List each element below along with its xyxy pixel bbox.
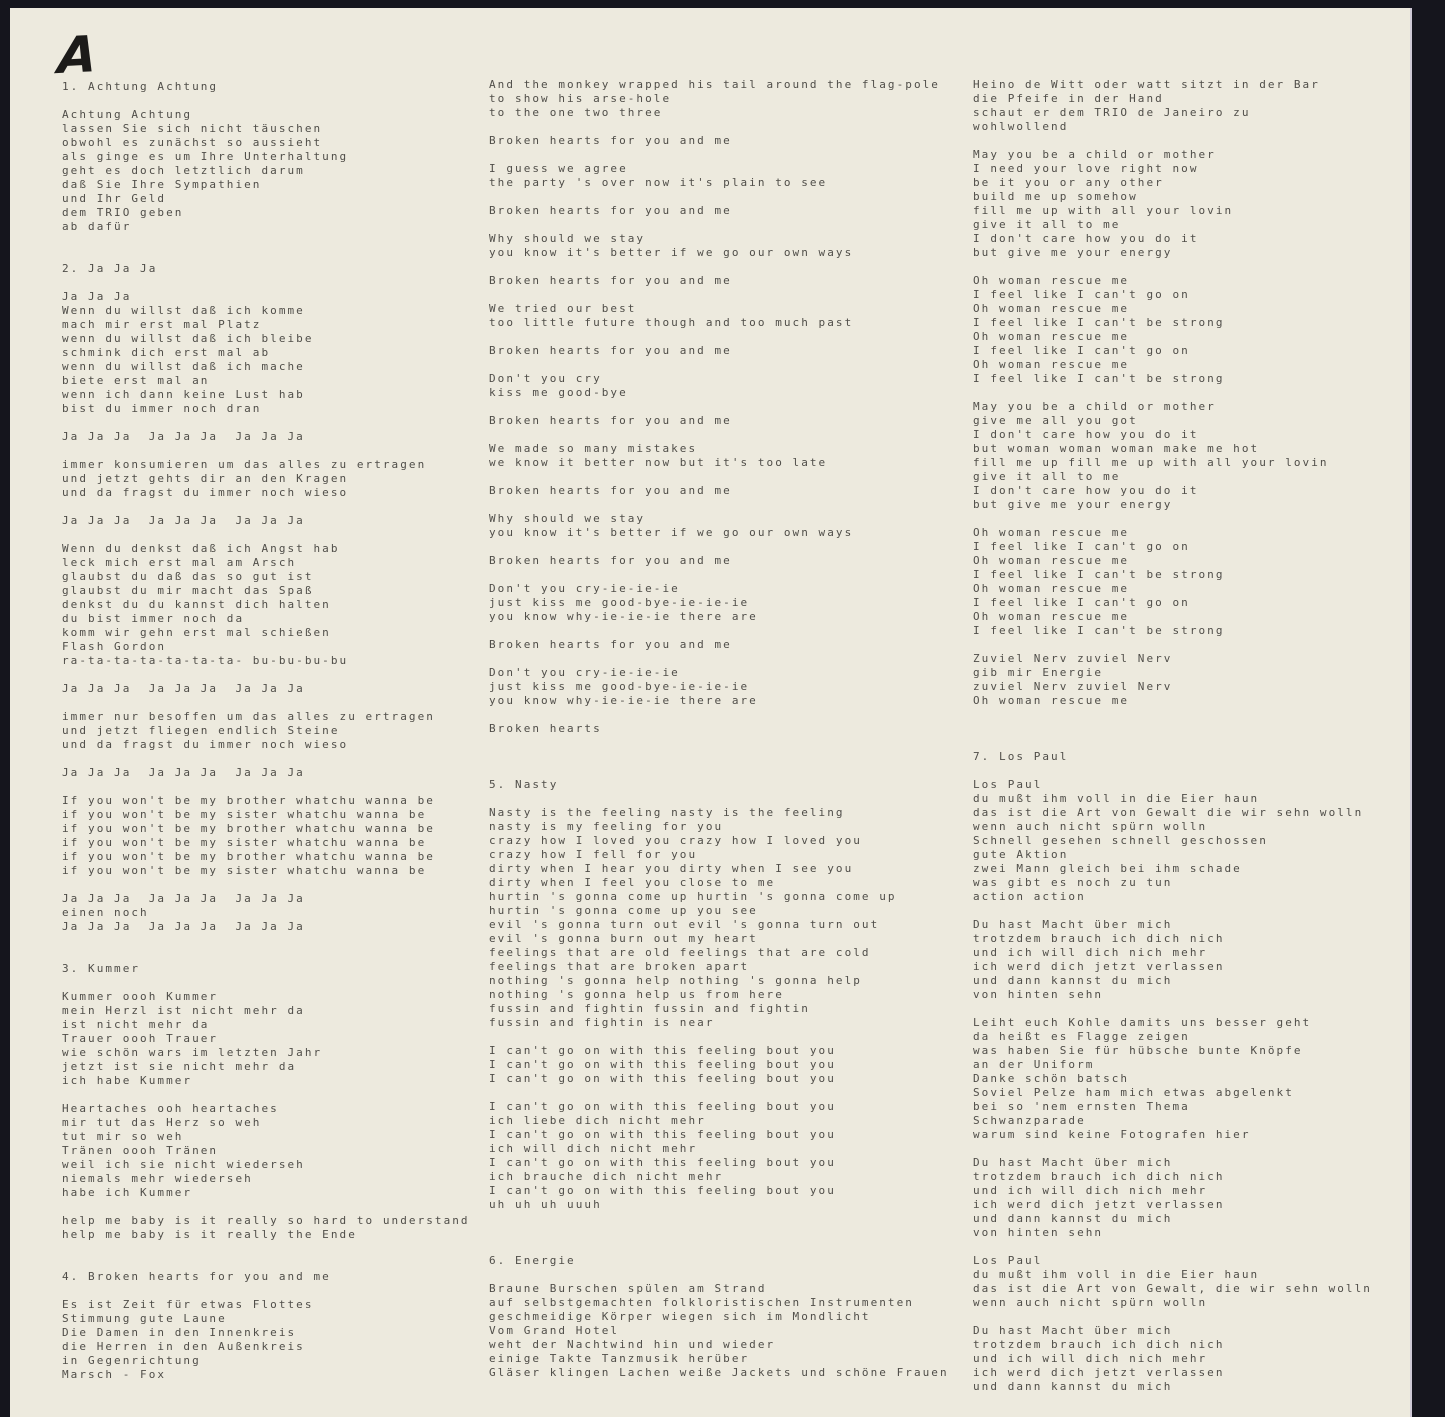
blank-line (489, 1240, 949, 1254)
lyric-line: als ginge es um Ihre Unterhaltung (62, 150, 349, 163)
lyric-line: und ich will dich nich mehr (973, 1184, 1208, 1197)
lyric-line: I feel like I can't go on (973, 344, 1190, 357)
lyric-line: zwei Mann gleich bei ihm schade (973, 862, 1242, 875)
lyric-line: mein Herzl ist nicht mehr da (62, 1004, 305, 1017)
lyric-line: habe ich Kummer (62, 1186, 193, 1199)
lyric-line: Los Paul (973, 778, 1043, 791)
lyric-line: trotzdem brauch ich dich nich (973, 1338, 1225, 1351)
lyric-line: die Herren in den Außenkreis (62, 1340, 305, 1353)
lyric-line: Zuviel Nerv zuviel Nerv (973, 652, 1173, 665)
blank-line (489, 1086, 949, 1100)
blank-line (489, 568, 949, 582)
lyric-line: Oh woman rescue me (973, 554, 1130, 567)
lyric-line: ich habe Kummer (62, 1074, 193, 1087)
lyric-line: Oh woman rescue me (973, 302, 1130, 315)
lyric-line: ich werd dich jetzt verlassen (973, 1366, 1225, 1379)
blank-line (489, 1226, 949, 1240)
lyric-line: I feel like I can't go on (973, 596, 1190, 609)
lyric-line: nothing 's gonna help us from here (489, 988, 784, 1001)
blank-line (62, 934, 470, 948)
lyric-line: Oh woman rescue me (973, 358, 1130, 371)
lyric-line: Broken hearts for you and me (489, 134, 732, 147)
lyric-line: Ja Ja Ja Ja Ja Ja Ja Ja Ja (62, 430, 305, 443)
blank-line (973, 1142, 1372, 1156)
lyric-line: Oh woman rescue me (973, 610, 1130, 623)
lyric-line: geschmeidige Körper wiegen sich im Mondlicht (489, 1310, 871, 1323)
lyric-line: von hinten sehn (973, 1226, 1104, 1239)
lyric-line: an der Uniform (973, 1058, 1095, 1071)
lyric-line: too little future though and too much past (489, 316, 854, 329)
blank-line (973, 764, 1372, 778)
lyric-line: help me baby is it really so hard to understand (62, 1214, 470, 1227)
lyric-line: gute Aktion (973, 848, 1069, 861)
blank-line (973, 134, 1372, 148)
lyrics-column-1 (62, 80, 470, 1382)
lyric-line: und ich will dich nich mehr (973, 1352, 1208, 1365)
lyric-line: auf selbstgemachten folkloristischen Instrumenten (489, 1296, 914, 1309)
lyric-line: in Gegenrichtung (62, 1354, 201, 1367)
lyric-line: Tränen oooh Tränen (62, 1144, 219, 1157)
lyric-line: dirty when I hear you dirty when I see you (489, 862, 854, 875)
blank-line (62, 976, 470, 990)
lyric-line: if you won't be my sister whatchu wanna be (62, 864, 427, 877)
lyric-line: glaubst du mir macht das Spaß (62, 584, 314, 597)
lyric-line: just kiss me good-bye-ie-ie-ie (489, 596, 750, 609)
lyric-line: glaubst du daß das so gut ist (62, 570, 314, 583)
lyric-line: Du hast Macht über mich (973, 1324, 1173, 1337)
blank-line (62, 528, 470, 542)
lyric-line: I don't care how you do it (973, 232, 1199, 245)
lyric-line: just kiss me good-bye-ie-ie-ie (489, 680, 750, 693)
blank-line (62, 668, 470, 682)
lyric-line: crazy how I loved you crazy how I loved you (489, 834, 862, 847)
lyric-line: If you won't be my brother whatchu wanna be (62, 794, 435, 807)
blank-line (489, 330, 949, 344)
lyric-line: but woman woman woman make me hot (973, 442, 1260, 455)
lyric-line: I feel like I can't go on (973, 288, 1190, 301)
lyric-line: I guess we agree (489, 162, 628, 175)
lyric-line: I can't go on with this feeling bout you (489, 1156, 836, 1169)
lyric-line: action action (973, 890, 1086, 903)
lyric-line: Braune Burschen spülen am Strand (489, 1282, 767, 1295)
lyric-line: fill me up with all your lovin (973, 204, 1234, 217)
lyric-line: warum sind keine Fotografen hier (973, 1128, 1251, 1141)
lyric-line: 1. Achtung Achtung (62, 80, 219, 93)
lyric-line: und dann kannst du mich (973, 974, 1173, 987)
lyric-line: Broken hearts for you and me (489, 344, 732, 357)
lyric-line: Ja Ja Ja Ja Ja Ja Ja Ja Ja (62, 920, 305, 933)
lyric-line: if you won't be my sister whatchu wanna be (62, 836, 427, 849)
blank-line (489, 498, 949, 512)
blank-line (489, 218, 949, 232)
lyric-line: I feel like I can't be strong (973, 316, 1225, 329)
lyric-line: Soviel Pelze ham mich etwas abgelenkt (973, 1086, 1294, 1099)
blank-line (62, 1284, 470, 1298)
lyric-line: wenn du willst daß ich bleibe (62, 332, 314, 345)
lyric-line: und da fragst du immer noch wieso (62, 738, 349, 751)
blank-line (489, 652, 949, 666)
lyric-line: Broken hearts for you and me (489, 274, 732, 287)
lyric-line: Achtung Achtung (62, 108, 193, 121)
lyric-line: lassen Sie sich nicht täuschen (62, 122, 323, 135)
lyric-line: if you won't be my brother whatchu wanna be (62, 822, 435, 835)
lyric-line: du mußt ihm voll in die Eier haun (973, 792, 1260, 805)
blank-line (489, 148, 949, 162)
blank-line (973, 1240, 1372, 1254)
lyric-line: but give me your energy (973, 246, 1173, 259)
lyric-line: von hinten sehn (973, 988, 1104, 1001)
blank-line (62, 948, 470, 962)
lyric-line: fussin and fightin is near (489, 1016, 715, 1029)
lyric-line: give it all to me (973, 218, 1121, 231)
lyric-line: und dann kannst du mich (973, 1380, 1173, 1393)
lyric-line: I need your love right now (973, 162, 1199, 175)
lyric-line: help me baby is it really the Ende (62, 1228, 357, 1241)
lyric-line: I feel like I can't be strong (973, 624, 1225, 637)
lyric-line: Los Paul (973, 1254, 1043, 1267)
lyric-line: ich will dich nicht mehr (489, 1142, 698, 1155)
lyric-line: if you won't be my brother whatchu wanna be (62, 850, 435, 863)
lyric-line: Wenn du willst daß ich komme (62, 304, 305, 317)
lyric-line: give it all to me (973, 470, 1121, 483)
blank-line (62, 416, 470, 430)
lyric-line: Ja Ja Ja Ja Ja Ja Ja Ja Ja (62, 682, 305, 695)
lyric-line: to show his arse-hole (489, 92, 672, 105)
blank-line (62, 1200, 470, 1214)
blank-line (489, 190, 949, 204)
lyric-line: weht der Nachtwind hin und wieder (489, 1338, 776, 1351)
lyric-line: da heißt es Flagge zeigen (973, 1030, 1190, 1043)
lyric-line: I can't go on with this feeling bout you (489, 1128, 836, 1141)
lyric-line: ab dafür (62, 220, 132, 233)
lyric-line: crazy how I fell for you (489, 848, 698, 861)
lyric-line: I don't care how you do it (973, 484, 1199, 497)
lyric-line: weil ich sie nicht wiederseh (62, 1158, 305, 1171)
lyric-line: denkst du du kannst dich halten (62, 598, 331, 611)
lyric-line: feelings that are broken apart (489, 960, 750, 973)
lyric-line: was gibt es noch zu tun (973, 876, 1173, 889)
lyric-line: einige Takte Tanzmusik herüber (489, 1352, 750, 1365)
lyric-line: Du hast Macht über mich (973, 918, 1173, 931)
blank-line (489, 400, 949, 414)
lyric-line: Oh woman rescue me (973, 274, 1130, 287)
blank-line (489, 260, 949, 274)
lyric-line: biete erst mal an (62, 374, 210, 387)
lyric-line: die Pfeife in der Hand (973, 92, 1164, 105)
lyric-line: May you be a child or mother (973, 148, 1216, 161)
lyric-line: immer konsumieren um das alles zu ertragen (62, 458, 427, 471)
lyric-line: 3. Kummer (62, 962, 141, 975)
lyric-line: Ja Ja Ja Ja Ja Ja Ja Ja Ja (62, 766, 305, 779)
blank-line (489, 358, 949, 372)
lyric-line: Stimmung gute Laune (62, 1312, 227, 1325)
lyric-line: We tried our best (489, 302, 637, 315)
lyric-line: bei so 'nem ernsten Thema (973, 1100, 1190, 1113)
lyric-line: 6. Energie (489, 1254, 576, 1267)
lyric-line: jetzt ist sie nicht mehr da (62, 1060, 297, 1073)
lyric-line: I can't go on with this feeling bout you (489, 1058, 836, 1071)
lyric-line: niemals mehr wiederseh (62, 1172, 253, 1185)
blank-line (489, 792, 949, 806)
blank-line (489, 624, 949, 638)
lyric-line: Gläser klingen Lachen weiße Jackets und schöne Frauen (489, 1366, 949, 1379)
lyric-line: Leiht euch Kohle damits uns besser geht (973, 1016, 1312, 1029)
lyric-line: Oh woman rescue me (973, 526, 1130, 539)
blank-line (973, 386, 1372, 400)
lyric-line: ich brauche dich nicht mehr (489, 1170, 724, 1183)
lyric-line: you know why-ie-ie-ie there are (489, 694, 758, 707)
lyric-line: 4. Broken hearts for you and me (62, 1270, 331, 1283)
lyric-line: Schnell gesehen schnell geschossen (973, 834, 1268, 847)
blank-line (62, 500, 470, 514)
lyric-line: Broken hearts for you and me (489, 414, 732, 427)
lyric-line: wenn auch nicht spürn wolln (973, 1296, 1208, 1309)
lyric-line: you know why-ie-ie-ie there are (489, 610, 758, 623)
lyric-line: May you be a child or mother (973, 400, 1216, 413)
lyric-line: und Ihr Geld (62, 192, 167, 205)
lyric-line: I feel like I can't be strong (973, 372, 1225, 385)
lyric-line: einen noch (62, 906, 149, 919)
lyric-line: Don't you cry-ie-ie-ie (489, 582, 680, 595)
lyric-line: be it you or any other (973, 176, 1164, 189)
lyric-line: Oh woman rescue me (973, 582, 1130, 595)
lyric-line: das ist die Art von Gewalt die wir sehn wolln (973, 806, 1364, 819)
lyric-line: Heartaches ooh heartaches (62, 1102, 279, 1115)
lyric-line: tut mir so weh (62, 1130, 184, 1143)
lyric-line: but give me your energy (973, 498, 1173, 511)
lyric-line: Ja Ja Ja Ja Ja Ja Ja Ja Ja (62, 892, 305, 905)
lyric-line: dirty when I feel you close to me (489, 876, 776, 889)
blank-line (62, 1256, 470, 1270)
blank-line (489, 1030, 949, 1044)
blank-line (973, 260, 1372, 274)
blank-line (489, 540, 949, 554)
lyric-line: Broken hearts for you and me (489, 638, 732, 651)
lyric-line: fill me up fill me up with all your lovin (973, 456, 1329, 469)
lyric-line: und jetzt gehts dir an den Kragen (62, 472, 349, 485)
lyric-line: I can't go on with this feeling bout you (489, 1072, 836, 1085)
lyric-line: hurtin 's gonna come up hurtin 's gonna come up (489, 890, 897, 903)
blank-line (62, 248, 470, 262)
blank-line (973, 512, 1372, 526)
lyric-line: ist nicht mehr da (62, 1018, 210, 1031)
lyric-line: obwohl es zunächst so aussieht (62, 136, 323, 149)
lyric-line: trotzdem brauch ich dich nich (973, 1170, 1225, 1183)
lyric-line: hurtin 's gonna come up you see (489, 904, 758, 917)
lyric-line: uh uh uh uuuh (489, 1198, 602, 1211)
blank-line (62, 444, 470, 458)
lyric-line: Heino de Witt oder watt sitzt in der Bar (973, 78, 1320, 91)
blank-line (62, 1088, 470, 1102)
blank-line (489, 120, 949, 134)
lyric-line: fussin and fightin fussin and fightin (489, 1002, 810, 1015)
lyric-line: 5. Nasty (489, 778, 559, 791)
lyric-line: Vom Grand Hotel (489, 1324, 620, 1337)
lyric-line: I feel like I can't be strong (973, 568, 1225, 581)
lyric-line: Don't you cry (489, 372, 602, 385)
lyrics-column-2 (489, 78, 949, 1380)
lyric-line: ich werd dich jetzt verlassen (973, 1198, 1225, 1211)
lyric-line: geht es doch letztlich darum (62, 164, 305, 177)
lyric-line: evil 's gonna turn out evil 's gonna turn out (489, 918, 880, 931)
lyric-line: Danke schön batsch (973, 1072, 1130, 1085)
lyric-line: und ich will dich nich mehr (973, 946, 1208, 959)
lyric-line: immer nur besoffen um das alles zu ertragen (62, 710, 435, 723)
lyric-line: schaut er dem TRIO de Janeiro zu (973, 106, 1251, 119)
blank-line (489, 736, 949, 750)
lyric-line: Broken hearts (489, 722, 602, 735)
blank-line (62, 752, 470, 766)
lyric-line: Marsch - Fox (62, 1368, 167, 1381)
lyric-sheet (10, 8, 1412, 1417)
blank-line (973, 722, 1372, 736)
lyric-line: I can't go on with this feeling bout you (489, 1044, 836, 1057)
lyric-line: Kummer oooh Kummer (62, 990, 219, 1003)
lyric-line: Why should we stay (489, 512, 646, 525)
blank-line (489, 1268, 949, 1282)
lyric-line: 2. Ja Ja Ja (62, 262, 158, 275)
lyric-line: ich werd dich jetzt verlassen (973, 960, 1225, 973)
lyrics-column-3 (973, 78, 1372, 1394)
lyric-line: du bist immer noch da (62, 612, 245, 625)
lyric-line: gib mir Energie (973, 666, 1104, 679)
lyric-line: und jetzt fliegen endlich Steine (62, 724, 340, 737)
blank-line (489, 288, 949, 302)
lyric-line: Oh woman rescue me (973, 694, 1130, 707)
blank-line (62, 780, 470, 794)
blank-line (489, 764, 949, 778)
lyric-line: I feel like I can't go on (973, 540, 1190, 553)
blank-line (489, 708, 949, 722)
lyric-line: Broken hearts for you and me (489, 554, 732, 567)
blank-line (973, 638, 1372, 652)
lyric-line: And the monkey wrapped his tail around the flag-pole (489, 78, 940, 91)
blank-line (62, 696, 470, 710)
lyric-line: nothing 's gonna help nothing 's gonna help (489, 974, 862, 987)
lyric-line: feelings that are old feelings that are cold (489, 946, 871, 959)
blank-line (62, 878, 470, 892)
blank-line (489, 428, 949, 442)
lyric-line: daß Sie Ihre Sympathien (62, 178, 262, 191)
lyric-line: wie schön wars im letzten Jahr (62, 1046, 323, 1059)
lyric-line: Es ist Zeit für etwas Flottes (62, 1298, 314, 1311)
lyric-line: wohlwollend (973, 120, 1069, 133)
blank-line (973, 904, 1372, 918)
lyric-line: I don't care how you do it (973, 428, 1199, 441)
blank-line (973, 1002, 1372, 1016)
lyric-line: das ist die Art von Gewalt, die wir sehn wolln (973, 1282, 1372, 1295)
lyric-line: mir tut das Herz so weh (62, 1116, 262, 1129)
lyric-line: We made so many mistakes (489, 442, 698, 455)
blank-line (973, 1310, 1372, 1324)
lyric-line: I can't go on with this feeling bout you (489, 1184, 836, 1197)
lyric-line: Don't you cry-ie-ie-ie (489, 666, 680, 679)
lyric-line: Schwanzparade (973, 1114, 1086, 1127)
lyric-line: 7. Los Paul (973, 750, 1069, 763)
blank-line (489, 470, 949, 484)
lyric-line: Broken hearts for you and me (489, 204, 732, 217)
lyric-line: trotzdem brauch ich dich nich (973, 932, 1225, 945)
lyric-line: ich liebe dich nicht mehr (489, 1114, 706, 1127)
lyric-line: Trauer oooh Trauer (62, 1032, 219, 1045)
lyric-line: mach mir erst mal Platz (62, 318, 262, 331)
lyric-line: komm wir gehn erst mal schießen (62, 626, 331, 639)
blank-line (62, 276, 470, 290)
blank-line (62, 94, 470, 108)
lyric-line: Du hast Macht über mich (973, 1156, 1173, 1169)
lyric-line: bist du immer noch dran (62, 402, 262, 415)
blank-line (973, 736, 1372, 750)
lyric-line: you know it's better if we go our own ways (489, 246, 854, 259)
lyric-line: Flash Gordon (62, 640, 167, 653)
lyric-line: zuviel Nerv zuviel Nerv (973, 680, 1173, 693)
side-a-label: A (56, 24, 99, 86)
lyric-line: give me all you got (973, 414, 1138, 427)
lyric-line: Why should we stay (489, 232, 646, 245)
lyric-line: leck mich erst mal am Arsch (62, 556, 297, 569)
lyric-line: schmink dich erst mal ab (62, 346, 271, 359)
lyric-line: wenn du willst daß ich mache (62, 360, 305, 373)
lyric-line: build me up somehow (973, 190, 1138, 203)
lyric-line: kiss me good-bye (489, 386, 628, 399)
blank-line (489, 1212, 949, 1226)
blank-line (62, 1242, 470, 1256)
blank-line (62, 234, 470, 248)
lyric-line: wenn ich dann keine Lust hab (62, 388, 305, 401)
lyric-line: to the one two three (489, 106, 663, 119)
lyric-line: Nasty is the feeling nasty is the feeling (489, 806, 845, 819)
lyric-line: und da fragst du immer noch wieso (62, 486, 349, 499)
lyric-line: Ja Ja Ja Ja Ja Ja Ja Ja Ja (62, 514, 305, 527)
lyric-line: was haben Sie für hübsche bunte Knöpfe (973, 1044, 1303, 1057)
lyric-line: the party 's over now it's plain to see (489, 176, 828, 189)
lyric-line: Oh woman rescue me (973, 330, 1130, 343)
lyric-line: I can't go on with this feeling bout you (489, 1100, 836, 1113)
lyric-line: wenn auch nicht spürn wolln (973, 820, 1208, 833)
lyric-line: you know it's better if we go our own ways (489, 526, 854, 539)
lyric-line: ra-ta-ta-ta-ta-ta-ta- bu-bu-bu-bu (62, 654, 349, 667)
blank-line (973, 708, 1372, 722)
blank-line (489, 750, 949, 764)
lyric-line: Wenn du denkst daß ich Angst hab (62, 542, 340, 555)
lyric-line: dem TRIO geben (62, 206, 184, 219)
lyric-line: und dann kannst du mich (973, 1212, 1173, 1225)
lyric-line: Die Damen in den Innenkreis (62, 1326, 297, 1339)
lyric-line: nasty is my feeling for you (489, 820, 724, 833)
lyric-line: Broken hearts for you and me (489, 484, 732, 497)
lyric-line: we know it better now but it's too late (489, 456, 828, 469)
lyric-line: if you won't be my sister whatchu wanna be (62, 808, 427, 821)
lyric-line: evil 's gonna burn out my heart (489, 932, 758, 945)
lyric-line: Ja Ja Ja (62, 290, 132, 303)
lyric-line: du mußt ihm voll in die Eier haun (973, 1268, 1260, 1281)
